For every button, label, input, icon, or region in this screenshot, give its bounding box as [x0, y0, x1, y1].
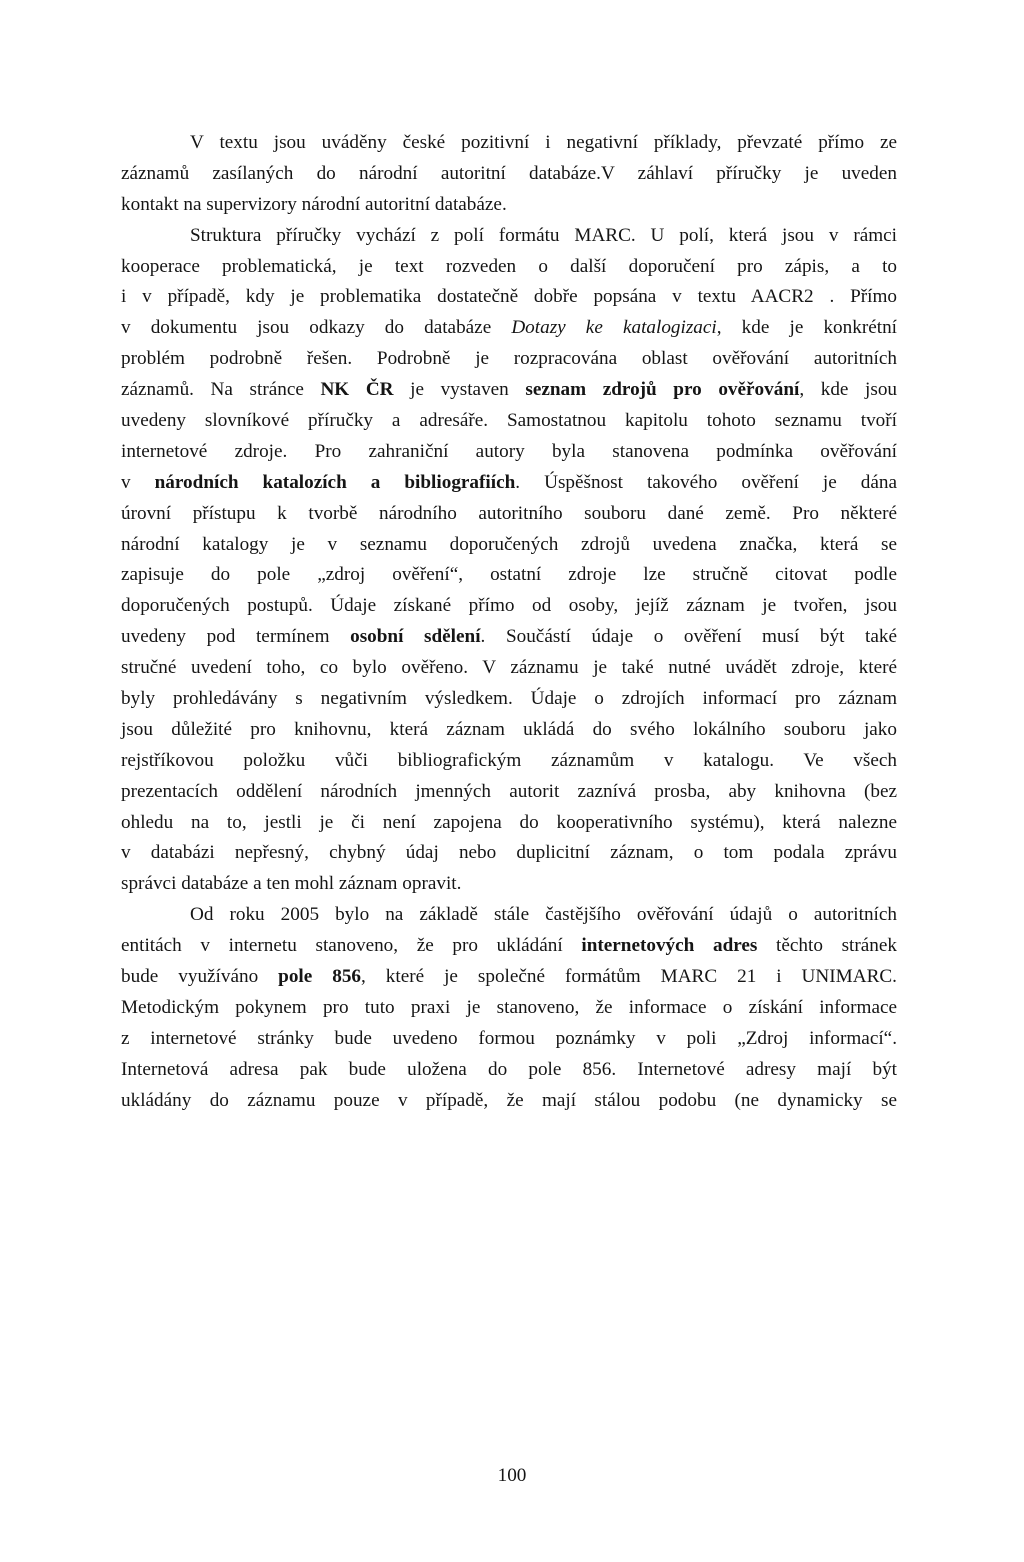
- text-span: , kde jsou: [799, 379, 898, 401]
- text-span: entitách v internetu stanoveno, že pro ukládání: [121, 935, 582, 957]
- text-line: Metodickým pokynem pro tuto praxi je stanoveno, že informace o získání informace: [121, 996, 897, 1018]
- text-line: internetové zdroje. Pro zahraniční autory byla stanovena podmínka ověřování: [121, 440, 897, 462]
- bold-term: národních katalozích a bibliografiích: [154, 471, 516, 493]
- text-line: z internetové stránky bude uvedeno formou poznámky v poli „Zdroj informací“.: [121, 1027, 897, 1049]
- text-line: úrovní přístupu k tvorbě národního autoritního souboru dané země. Pro některé: [121, 502, 897, 524]
- text-line: jsou důležité pro knihovnu, která záznam ukládá do svého lokálního souboru jako: [121, 718, 897, 740]
- italic-title: Dotazy ke katalogizaci: [511, 317, 717, 339]
- text-line: zapisuje do pole „zdroj ověření“, ostatní zdroje lze stručně citovat podle: [121, 564, 897, 586]
- text-line: [121, 375, 897, 406]
- text-line: [121, 313, 897, 344]
- text-span: bude využíváno: [121, 966, 279, 988]
- text-line: rejstříkovou položku vůči bibliografickým záznamům v katalogu. Ve všech: [121, 749, 897, 771]
- bold-term: seznam zdrojů pro ověřování: [525, 379, 800, 401]
- text-line: uvedeny slovníkové příručky a adresáře. Samostatnou kapitolu tohoto seznamu tvoří: [121, 410, 897, 432]
- text-line: [121, 962, 897, 993]
- text-span: záznamů. Na stránce: [121, 379, 321, 401]
- text-line: ohledu na to, jestli je či není zapojena do kooperativního systému), která nalezne: [121, 811, 897, 833]
- bold-term: NK ČR: [320, 379, 394, 401]
- text-span: . Úspěšnost takového ověření je dána: [515, 471, 898, 493]
- text-line: i v případě, kdy je problematika dostatečně dobře popsána v textu AACR2 . Přímo: [121, 286, 897, 308]
- text-line: [121, 931, 897, 962]
- text-span: . Součástí údaje o ověření musí být také: [480, 626, 898, 648]
- text-line: Internetová adresa pak bude uložena do pole 856. Internetové adresy mají být: [121, 1058, 897, 1080]
- text-span: v dokumentu jsou odkazy do databáze: [121, 317, 512, 339]
- text-line: byly prohledávány s negativním výsledkem. Údaje o zdrojích informací pro záznam: [121, 688, 897, 710]
- page-number: 100: [497, 1465, 527, 1486]
- text-line: stručné uvedení toho, co bylo ověřeno. V záznamu je také nutné uvádět zdroje, které: [121, 657, 897, 679]
- text-line: Od roku 2005 bylo na základě stále častějšího ověřování údajů o autoritních: [190, 904, 897, 926]
- text-span: v: [121, 471, 155, 493]
- text-line: doporučených postupů. Údaje získané přímo od osoby, jejíž záznam je tvořen, jsou: [121, 595, 897, 617]
- text-line: v databázi nepřesný, chybný údaj nebo duplicitní záznam, o tom podala zprávu: [121, 842, 897, 864]
- text-line: správci databáze a ten mohl záznam opravit.: [121, 873, 462, 895]
- bold-term: internetových adres: [581, 935, 758, 957]
- text-line: kooperace problematická, je text rozveden o další doporučení pro zápis, a to: [121, 255, 897, 277]
- text-line: problém podrobně řešen. Podrobně je rozpracována oblast ověřování autoritních: [121, 348, 897, 370]
- text-line: [121, 468, 897, 499]
- text-line: záznamů zasílaných do národní autoritní databáze.V záhlaví příručky je uveden: [121, 162, 897, 184]
- text-line: [121, 622, 897, 653]
- text-line: ukládány do záznamu pouze v případě, že mají stálou podobu (ne dynamicky se: [121, 1089, 897, 1111]
- body-text: [121, 128, 897, 1117]
- text-line: prezentacích oddělení národních jmenných autorit zaznívá prosba, aby knihovna (bez: [121, 780, 897, 802]
- text-span: , kde je konkrétní: [716, 317, 897, 339]
- text-line: Struktura příručky vychází z polí formátu MARC. U polí, která jsou v rámci: [190, 224, 897, 246]
- text-line: V textu jsou uváděny české pozitivní i negativní příklady, převzaté přímo ze: [190, 132, 897, 153]
- text-line: národní katalogy je v seznamu doporučených zdrojů uvedena značka, která se: [121, 533, 897, 555]
- bold-term: osobní sdělení: [350, 626, 481, 648]
- text-line: kontakt na supervizory národní autoritní databáze.: [121, 193, 507, 215]
- text-span: je vystaven: [393, 379, 526, 401]
- text-span: těchto stránek: [757, 935, 897, 957]
- bold-term: pole 856: [278, 966, 362, 988]
- text-span: uvedeny pod termínem: [121, 626, 351, 648]
- text-span: , které je společné formátům MARC 21 i UNIMARC.: [361, 966, 897, 988]
